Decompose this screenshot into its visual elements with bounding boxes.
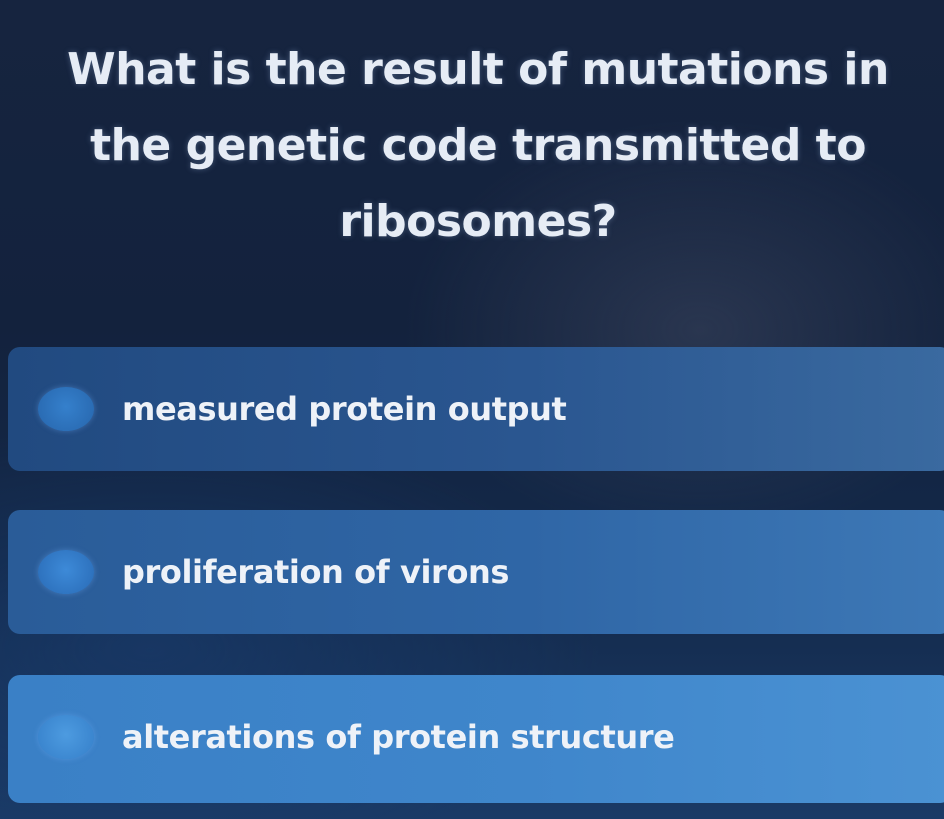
answer-option-label: proliferation of virons xyxy=(122,553,510,591)
radio-circle-icon[interactable] xyxy=(38,387,94,431)
answer-option-3[interactable] xyxy=(8,675,944,803)
answer-option-1[interactable] xyxy=(8,347,944,471)
question-text: What is the result of mutations in the genetic code transmitted to ribosomes? xyxy=(67,44,889,247)
answer-option-label: alterations of protein structure xyxy=(122,718,675,756)
radio-circle-icon[interactable] xyxy=(38,715,94,759)
answer-option-label: measured protein output xyxy=(122,390,567,428)
radio-circle-icon[interactable] xyxy=(38,550,94,594)
answer-option-2[interactable] xyxy=(8,510,944,634)
